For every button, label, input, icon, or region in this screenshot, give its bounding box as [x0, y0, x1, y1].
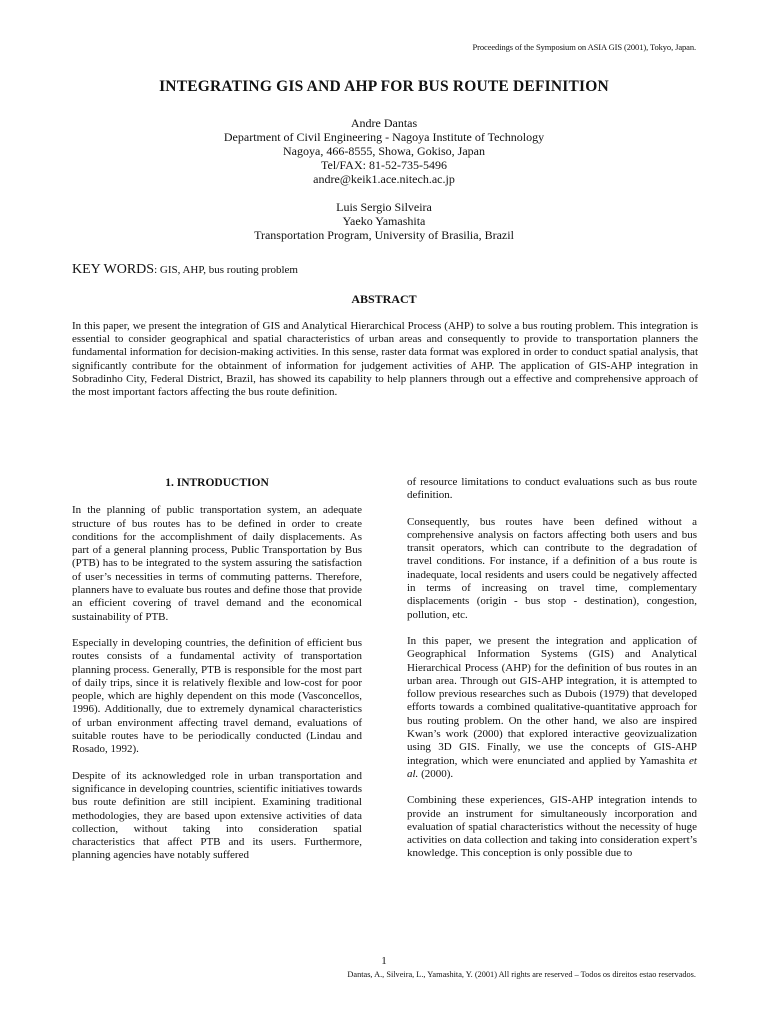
copyright-footer: Dantas, A., Silveira, L., Yamashita, Y. (2001) All rights are reserved – Todos os direitos estao reservados.: [347, 970, 696, 979]
paper-title: INTEGRATING GIS AND AHP FOR BUS ROUTE DEFINITION: [159, 78, 609, 95]
paragraph: Despite of its acknowledged role in urban transportation and significance in developing countries, scientific initiatives towards bus route definition are still incipient. Examining traditional methodologies, they are based upon extensive activities of data collection, without taking into consideration spatial characteristics that affect PTB and its users. Furthermore, planning agencies have notably suffered: [72, 769, 362, 862]
author-email: andre@keik1.ace.nitech.ac.jp: [313, 172, 455, 186]
right-column: [407, 476, 697, 874]
author-phone: Tel/FAX: 81-52-735-5496: [321, 158, 447, 172]
section-heading: 1. INTRODUCTION: [165, 477, 269, 489]
author-name: Yaeko Yamashita: [342, 214, 426, 228]
paragraph: of resource limitations to conduct evaluations such as bus route definition.: [407, 476, 697, 502]
paragraph-text: In this paper, we present the integration and application of Geographical Information Systems (GIS) and Analytical Hierarchical Process (AHP) for the definition of bus routes in an urban area. Through out GIS-AHP integration, it is attempted to follow previous researches such as Dubois (1979) that developed efforts towards a combined qualitative-quantitative approach for bus routing problem. On the other hand, we also are inspired Kwan’s work (2000) that explored interactive geovizualization using 3D GIS. Finally, we use the concepts of GIS-AHP integration, which were enunciated and applied by Yamashita: [407, 634, 697, 767]
running-head: Proceedings of the Symposium on ASIA GIS (2001), Tokyo, Japan.: [472, 42, 696, 52]
left-column: [72, 476, 362, 876]
keywords-label: KEY WORDS: [72, 262, 155, 277]
author-section: [0, 116, 768, 256]
paragraph: Especially in developing countries, the definition of efficient bus routes consists of a fundamental activity of transportation planning process. Generally, PTB is responsible for the most part of daily trips, since it is relatively flexible and low-cost for poor people, which are highly dependent on this mode (Vasconcellos, 1996). Additionally, due to extremely dynamical characteristics of urban environment affecting travel demand, evaluations of suitable routes have to be periodically conducted (Lindau and Rosado, 1992).: [72, 636, 362, 756]
author-name: Luis Sergio Silveira: [336, 200, 432, 214]
abstract-heading: ABSTRACT: [351, 292, 417, 306]
author-block-1: [0, 116, 768, 186]
author-address: Nagoya, 466-8555, Showa, Gokiso, Japan: [283, 144, 485, 158]
paragraph-text: (2000).: [418, 767, 454, 780]
author-name: Andre Dantas: [350, 116, 418, 130]
keywords-value: : GIS, AHP, bus routing problem: [154, 264, 298, 276]
author-affiliation: Transportation Program, University of Brasilia, Brazil: [254, 228, 514, 242]
italic-text: et al.: [407, 754, 697, 780]
author-block-2: [0, 200, 768, 242]
paragraph: Combining these experiences, GIS-AHP integration intends to provide an instrument for simultaneously incorporation and evaluation of spatial characteristics without the necessity of huge activities on data collection and taking into consideration expert’s knowledge. This conception is only possible due to: [407, 794, 697, 860]
abstract-text: In this paper, we present the integration of GIS and Analytical Hierarchical Process (AHP) to solve a bus routing problem. This integration is essential to consider geographical and spatial characteristics of urban areas and consequently to provide to transportation planners the fundamental information for decision-making activities. In this sense, raster data format was explored in order to conduct spatial analysis, that significantly contribute for the obtainment of information for judgement activities of AHP. The application of GIS-AHP integration in Sobradinho City, Federal District, Brazil, has showed its capability to help planners through out a effective and comprehensive approach of the most important factors affecting the bus route definition.: [72, 320, 698, 399]
keywords-line: [72, 262, 298, 278]
paragraph: [407, 635, 697, 781]
author-affiliation: Department of Civil Engineering - Nagoya Institute of Technology: [223, 130, 545, 144]
paragraph: In the planning of public transportation system, an adequate structure of bus routes has to be defined in order to create conditions for the accomplishment of daily displacements. As part of a general planning process, Public Transportation by Bus (PTB) has to be integrated to the system assuring the satisfaction of user’s necessities in terms of commuting patterns. Therefore, planners have to evaluate bus routes and define those that provide an efficient covering of travel demand and the economical sustainability of PTB.: [72, 504, 362, 623]
page-number: 1: [381, 955, 387, 967]
paragraph: Consequently, bus routes have been defined without a comprehensive analysis on factors affecting both users and bus transit operators, which can contribute to the degradation of travel conditions. For instance, if a definition of a bus route is inadequate, local residents and users could be negatively affected in terms of increasing on travel time, complementary displacements (origin - bus stop - destination), congestion, pollution, etc.: [407, 515, 697, 621]
